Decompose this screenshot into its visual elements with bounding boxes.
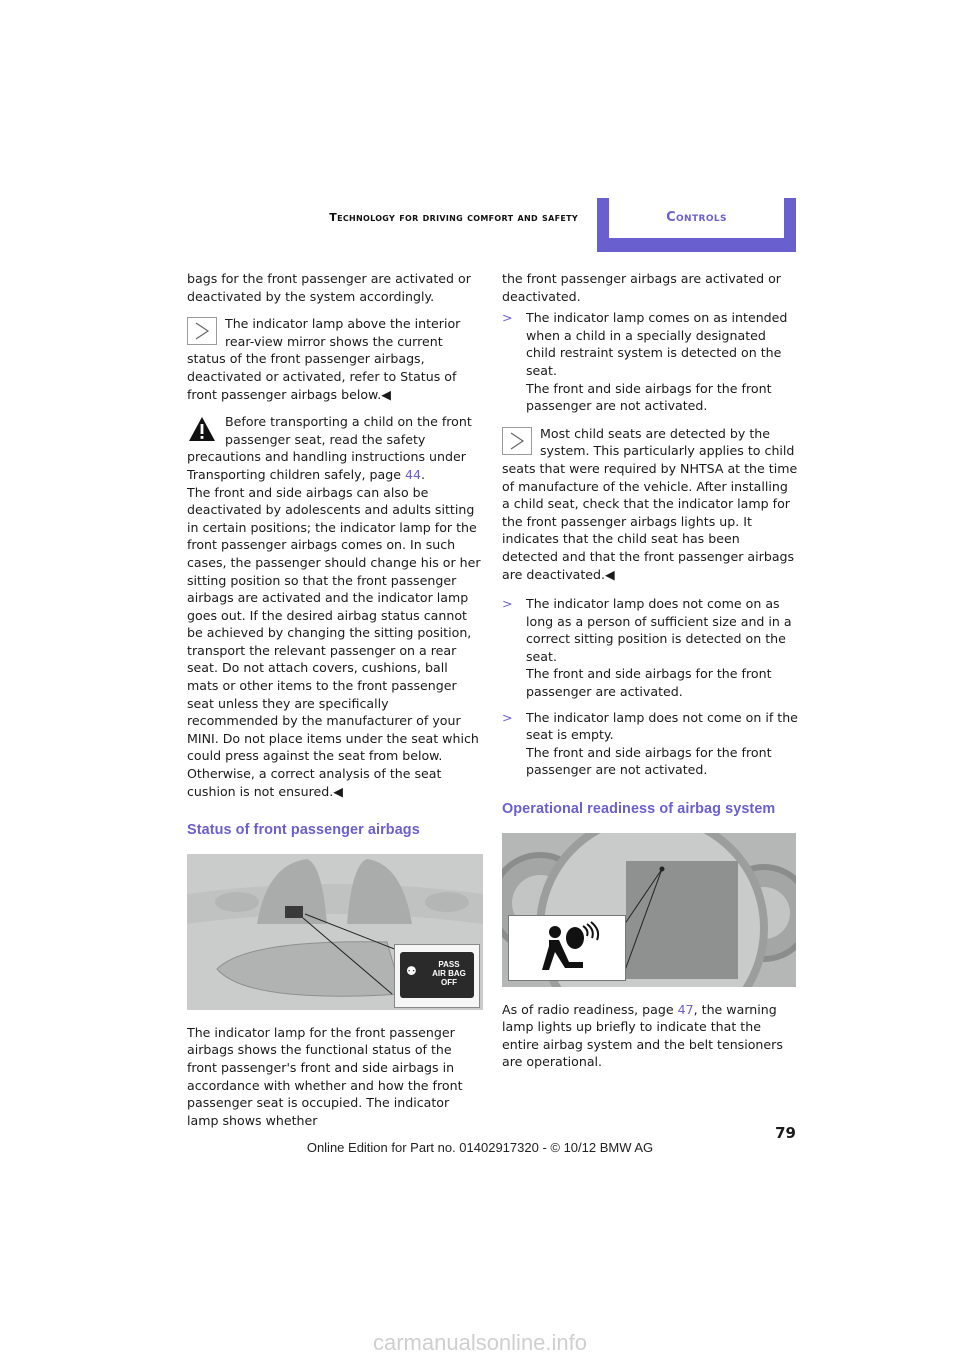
section-title: Technology for driving comfort and safety [329,211,578,224]
list-item: > The indicator lamp comes on as intended when a child in a specially designated child restraint system is detected on the seat. The front and side airbags for the front passenger are not activated. [502,310,788,414]
bullet-arrow-icon: > [502,709,513,725]
warning-triangle-icon [187,415,217,443]
instrument-cluster-figure [502,833,796,987]
chapter-tab [597,198,796,252]
bullet-arrow-icon: > [502,310,513,326]
airbag-warning-icon [509,916,625,980]
page-link-47[interactable]: 47 [677,1001,694,1017]
list-item: > The indicator lamp does not come on as long as a person of sufficient size and in a correct sitting position is detected on the seat. The front and side airbags for the front passenger are activated. [502,596,792,700]
note-text: Most child seats are detected by the system. This particularly applies to child seats that were required by NHTSA at the time of manufacture of the vehicle. After installing a child seat, check that the indicator lamp for the front passenger airbags lights up. It indicates that the child seat has been detected and that the front passenger airbags are deactivated. [502,425,798,582]
paragraph: As of radio readiness, page 47, the warning lamp lights up briefly to indicate that the entire airbag system and the belt tensioners are operational. [502,1001,783,1070]
airbag-warning-callout [508,915,626,981]
indicator-lamp-figure [187,854,483,1010]
watermark[interactable]: carmanualsonline.info [372,1330,588,1355]
right-column [502,270,798,1075]
note-arrow-icon [187,317,217,345]
note-block [187,315,483,403]
paragraph: the front passenger airbags are activated or deactivated. [502,271,781,304]
left-column [187,270,483,1133]
bullet-arrow-icon: > [502,596,513,612]
end-mark-icon: ◀ [381,386,391,402]
warning-text: Before transporting a child on the front passenger seat, read the safety precautions and handling instructions under Transporting children safely, page [187,414,472,482]
footer: Online Edition for Part no. 01402917320 - © 10/12 BMW AG [306,1140,654,1155]
end-mark-icon: ◀ [333,783,343,799]
list-item: > The indicator lamp does not come on if the seat is empty. The front and side airbags for the front passenger are not activated. [502,709,798,778]
passenger-seat-icon: ⚉ [406,963,417,978]
note-block [502,425,798,583]
end-mark-icon: ◀ [605,566,615,582]
page-link-44[interactable]: 44 [404,466,422,482]
section-heading: Status of front passenger airbags [187,822,420,839]
page-number: 79 [775,1124,796,1142]
paragraph: The indicator lamp for the front passenger airbags shows the functional status of the front passenger's front and side airbags in accordance with whether and how the front passenger seat is occupied. The indicator lamp shows whether [187,1024,463,1128]
note-text: The indicator lamp above the interior rear-view mirror shows the current status of the front passenger airbags, deactivated or activated, refer to Status of front passenger airbags below. [187,316,461,402]
paragraph: bags for the front passenger are activated or deactivated by the system accordingly. [187,271,471,304]
chapter-tab-label: Controls [666,210,727,225]
section-heading: Operational readiness of airbag system [502,801,776,818]
pass-airbag-off-callout: ⚉ PASS AIR BAG OFF [394,944,480,1008]
note-arrow-icon [502,427,532,455]
warning-block: Before transporting a child on the front passenger seat, read the safety precautions and handling instructions under Transporting children safely, page 44. The front and side airbags can also be deactivated by adolescents and adults sitting in certain positions; the indicator lamp for the front passenger airbags comes on. In such cases, the passenger should change his or her sitting position so that the front passenger airbags are activated and the indicator lamp goes out. If the desired airbag status cannot be achieved by changing the sitting position, transport the relevant passenger on a rear seat. Do not attach covers, cushions, ball mats or other items to the front passenger seat unless they are specifically recommended by the manufacturer of your MINI. Do not place items under the seat which could press against the seat from below. Otherwise, a correct analysis of the seat cushion is not ensured.◀ [187,413,483,800]
warning-text-continued: The front and side airbags can also be deactivated by adolescents and adults sitting in certain positions; the indicator lamp for the front passenger airbags comes on. In such cases, the passenger should change his or her sitting position so that the front passenger airbags are activated and the indicator lamp goes out. If the desired airbag status cannot be achieved by changing the sitting position, transport the relevant passenger on a rear seat. Do not attach covers, cushions, ball mats or other items to the front passenger seat unless they are specifically recommended by the manufacturer of your MINI. Do not place items under the seat which could press against the seat from below. Otherwise, a correct analysis of the seat cushion is not ensured.◀ [187,484,481,799]
